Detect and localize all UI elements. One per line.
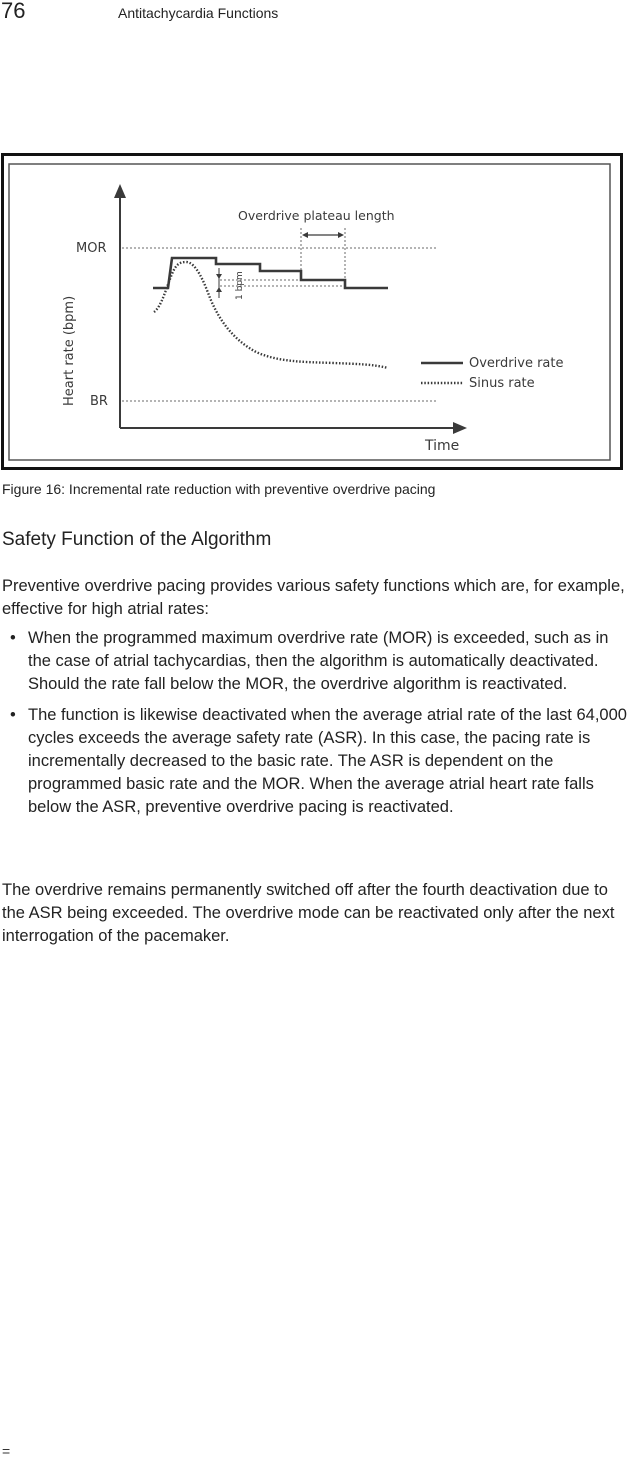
legend-overdrive-label: Overdrive rate (469, 356, 564, 371)
section-heading: Safety Function of the Algorithm (2, 529, 272, 550)
list-item (2, 627, 634, 696)
figure-caption: Figure 16: Incremental rate reduction with preventive overdrive pacing (2, 481, 436, 497)
list-item (2, 704, 634, 819)
step-arrow-up (216, 274, 222, 279)
bullet-text-mor: When the programmed maximum overdrive rate (MOR) is exceeded, such as in the case of atrial tachycardias, then the algorithm is automatically deactivated. Should the rate fall below the MOR, the overdrive algorithm is reactivated. (28, 629, 609, 693)
plateau-arrow-left (302, 232, 308, 238)
step-arrow-down (216, 287, 222, 292)
overdrive-rate-curve (153, 258, 388, 288)
intro-paragraph: Preventive overdrive pacing provides various safety functions which are, for example, effective for high atrial rates: (2, 577, 625, 618)
safety-bullet-list (2, 627, 634, 827)
plateau-arrow-right (338, 232, 344, 238)
step-label: 1 bpm (235, 271, 245, 300)
x-axis-arrow (453, 422, 467, 434)
x-axis-label: Time (425, 438, 460, 454)
bullet-mark: • (10, 706, 16, 724)
y-axis-arrow (114, 184, 126, 198)
overdrive-rate-diagram (4, 156, 620, 467)
mor-label: MOR (76, 241, 107, 256)
bullet-text-asr: The function is likewise deactivated when the average atrial rate of the last 64,000 cycles exceeds the average safety rate (ASR). In this case, the pacing rate is incrementally decreased to the basic rate. The ASR is dependent on the programmed basic rate and the MOR. When the average atrial heart rate falls below the ASR, preventive overdrive pacing is reactivated. (28, 706, 627, 816)
br-label: BR (90, 394, 108, 409)
bullet-mark: • (10, 629, 16, 647)
plateau-label: Overdrive plateau length (238, 208, 395, 223)
y-axis-label: Heart rate (bpm) (62, 295, 77, 406)
closing-paragraph: The overdrive remains permanently switched off after the fourth deactivation due to the ASR being exceeded. The overdrive mode can be reactivated only after the next interrogation of the pacemaker. (2, 881, 615, 945)
page-number: 76 (1, 0, 26, 23)
sinus-rate-curve (154, 262, 388, 368)
footer-mark: = (2, 1443, 11, 1459)
running-header: Antitachycardia Functions (118, 5, 279, 21)
figure-frame (1, 153, 623, 470)
legend-sinus-label: Sinus rate (469, 376, 535, 391)
